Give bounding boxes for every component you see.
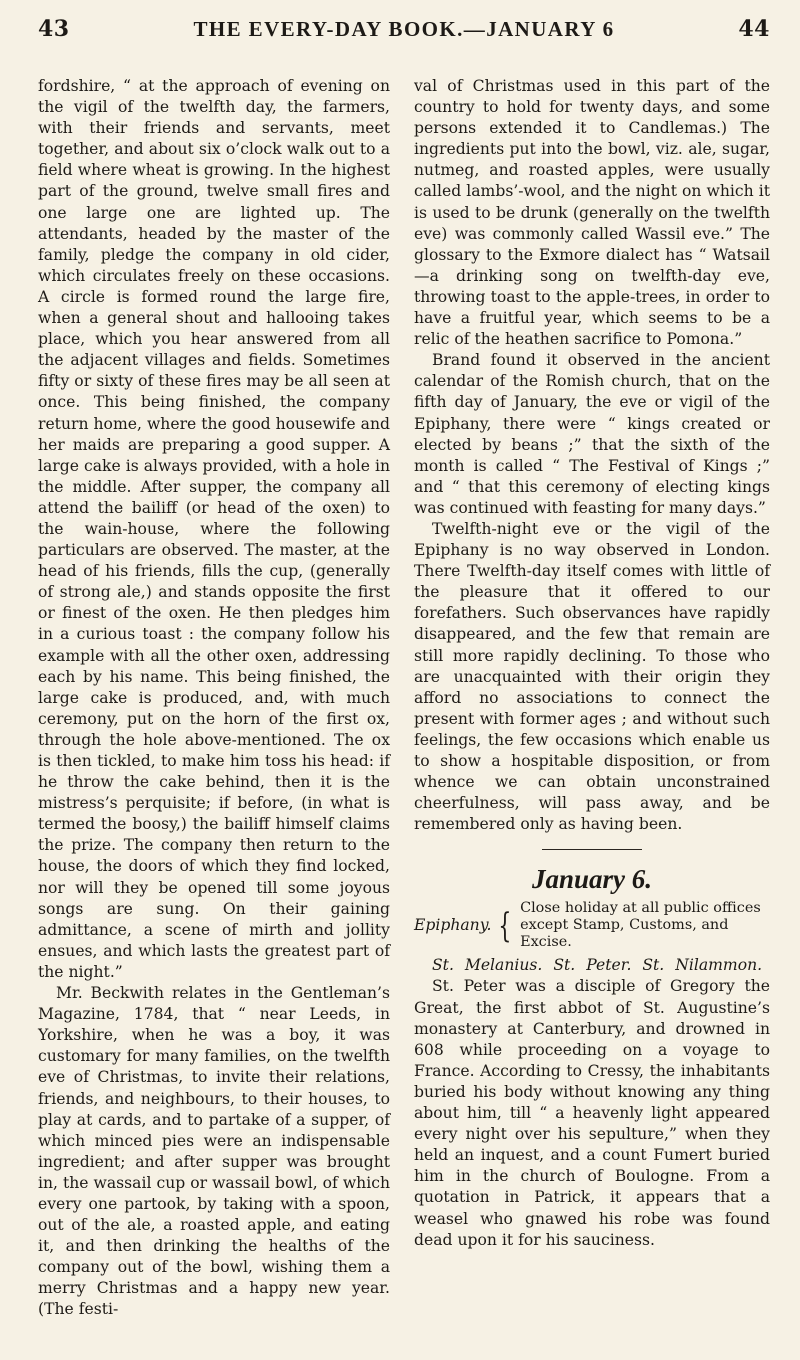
column-number: 44 xyxy=(738,16,770,42)
right-paragraph-4: St. Peter was a disciple of Gregory the Great, the first abbot of St. Augustine’s monastery at Canterbury, and drowned in 608 while proceeding on a voyage to France. According to Cressy, the inhabitants buried his body without knowing any thing about him, till “ a heavenly light appeared every night over his sepulture,” when they held an inquest, and a count Fumert buried him in the church of Boulogne. From a quotation in Patrick, it appears that a weasel who gnawed his robe was found dead upon it for his sauciness. xyxy=(414,977,770,1249)
section-divider xyxy=(542,849,642,850)
page-number: 43 xyxy=(38,16,70,42)
saints-line: St. Melanius. St. Peter. St. Nilammon. xyxy=(432,956,763,975)
feast-note: Close holiday at all public offices except Stamp, Customs, and Excise. xyxy=(520,900,761,951)
feast-name: Epiphany. xyxy=(414,916,492,935)
running-title: THE EVERY-DAY BOOK.—JANUARY 6 xyxy=(193,17,615,41)
left-column xyxy=(38,76,390,1321)
right-paragraph-3: Twelfth-night eve or the vigil of the Epiphany is no way observed in London. There Twelfth-day itself comes with little of the pleasure that it offered to our forefathers. Such observances have rapidly disappeared, and the few that remain are still more rapidly declining. To those who are unacquainted with their origin they afford no associations to connect the present with former ages ; and without such feelings, the few occasions which enable us to show a hospitable disposition, or from whence we can obtain unconstrained cheerfulness, will pass away, and be remembered only as having been. xyxy=(414,519,770,834)
right-column xyxy=(414,76,770,1251)
right-paragraph-2: Brand found it observed in the ancient calendar of the Romish church, that on the fifth day of January, the eve or vigil of the Epiphany, there were “ kings created or elected by beans ;” that the sixth of the month is called “ The Festival of Kings ;” and “ that this ceremony of electing kings was continued with feasting for many days.” xyxy=(414,351,770,517)
date-heading: January 6. xyxy=(531,864,653,895)
left-paragraph-2: Mr. Beckwith relates in the Gentleman’s Magazine, 1784, that “ near Leeds, in Yorkshire, when he was a boy, it was customary for many families, on the twelfth eve of Christmas, to invite their relations, friends, and neighbours, to their houses, to play at cards, and to partake of a supper, of which minced pies were an indispensable ingredient; and after supper was brought in, the wassail cup or wassail bowl, of which every one partook, by taking with a spoon, out of the ale, a roasted apple, and eating it, and then drinking the healths of the company out of the bowl, wishing them a merry Christmas and a happy new year. (The festi- xyxy=(38,984,390,1319)
brace-icon: { xyxy=(498,905,512,946)
right-paragraph-1: val of Christmas used in this part of the country to hold for twenty days, and some persons extended it to Candlemas.) The ingredients put into the bowl, viz. ale, sugar, nutmeg, and roasted apples, were usually called lambs’-wool, and the night on which it is used to be drunk (generally on the twelfth eve) was commonly called Wassil eve.” The glossary to the Exmore dialect has “ Watsail—a drinking song on twelfth-day eve, throwing toast to the apple-trees, in order to have a fruitful year, which seems to be a relic of the heathen sacrifice to Pomona.” xyxy=(414,77,770,349)
feast-entry xyxy=(414,900,770,951)
left-paragraph-1: fordshire, “ at the approach of evening on the vigil of the twelfth day, the farmers, with their friends and servants, meet together, and about six o’clock walk out to a field where wheat is growing. In the highest part of the ground, twelve small fires and one large one are lighted up. The attendants, headed by the master of the family, pledge the company in old cider, which circulates freely on these occasions. A circle is formed round the large fire, when a general shout and hallooing takes place, which you hear answered from all the adjacent villages and fields. Sometimes fifty or sixty of these fires may be all seen at once. This being finished, the company return home, where the good housewife and her maids are preparing a good supper. A large cake is always provided, with a hole in the middle. After supper, the company all attend the bailiff (or head of the oxen) to the wain-house, where the following particulars are observed. The master, at the head of his friends, fills the cup, (generally of strong ale,) and stands opposite the first or finest of the oxen. He then pledges him in a curious toast : the company follow his example with all the other oxen, addressing each by his name. This being finished, the large cake is produced, and, with much ceremony, put on the horn of the first ox, through the hole above-mentioned. The ox is then tickled, to make him toss his head: if he throw the cake behind, then it is the mistress’s perquisite; if before, (in what is termed the boosy,) the bailiff himself claims the prize. The company then return to the house, the doors of which they find locked, nor will they be opened till some joyous songs are sung. On their gaining admittance, a scene of mirth and jollity ensues, and which lasts the greatest part of the night.” xyxy=(38,77,390,981)
page-header xyxy=(38,16,770,56)
